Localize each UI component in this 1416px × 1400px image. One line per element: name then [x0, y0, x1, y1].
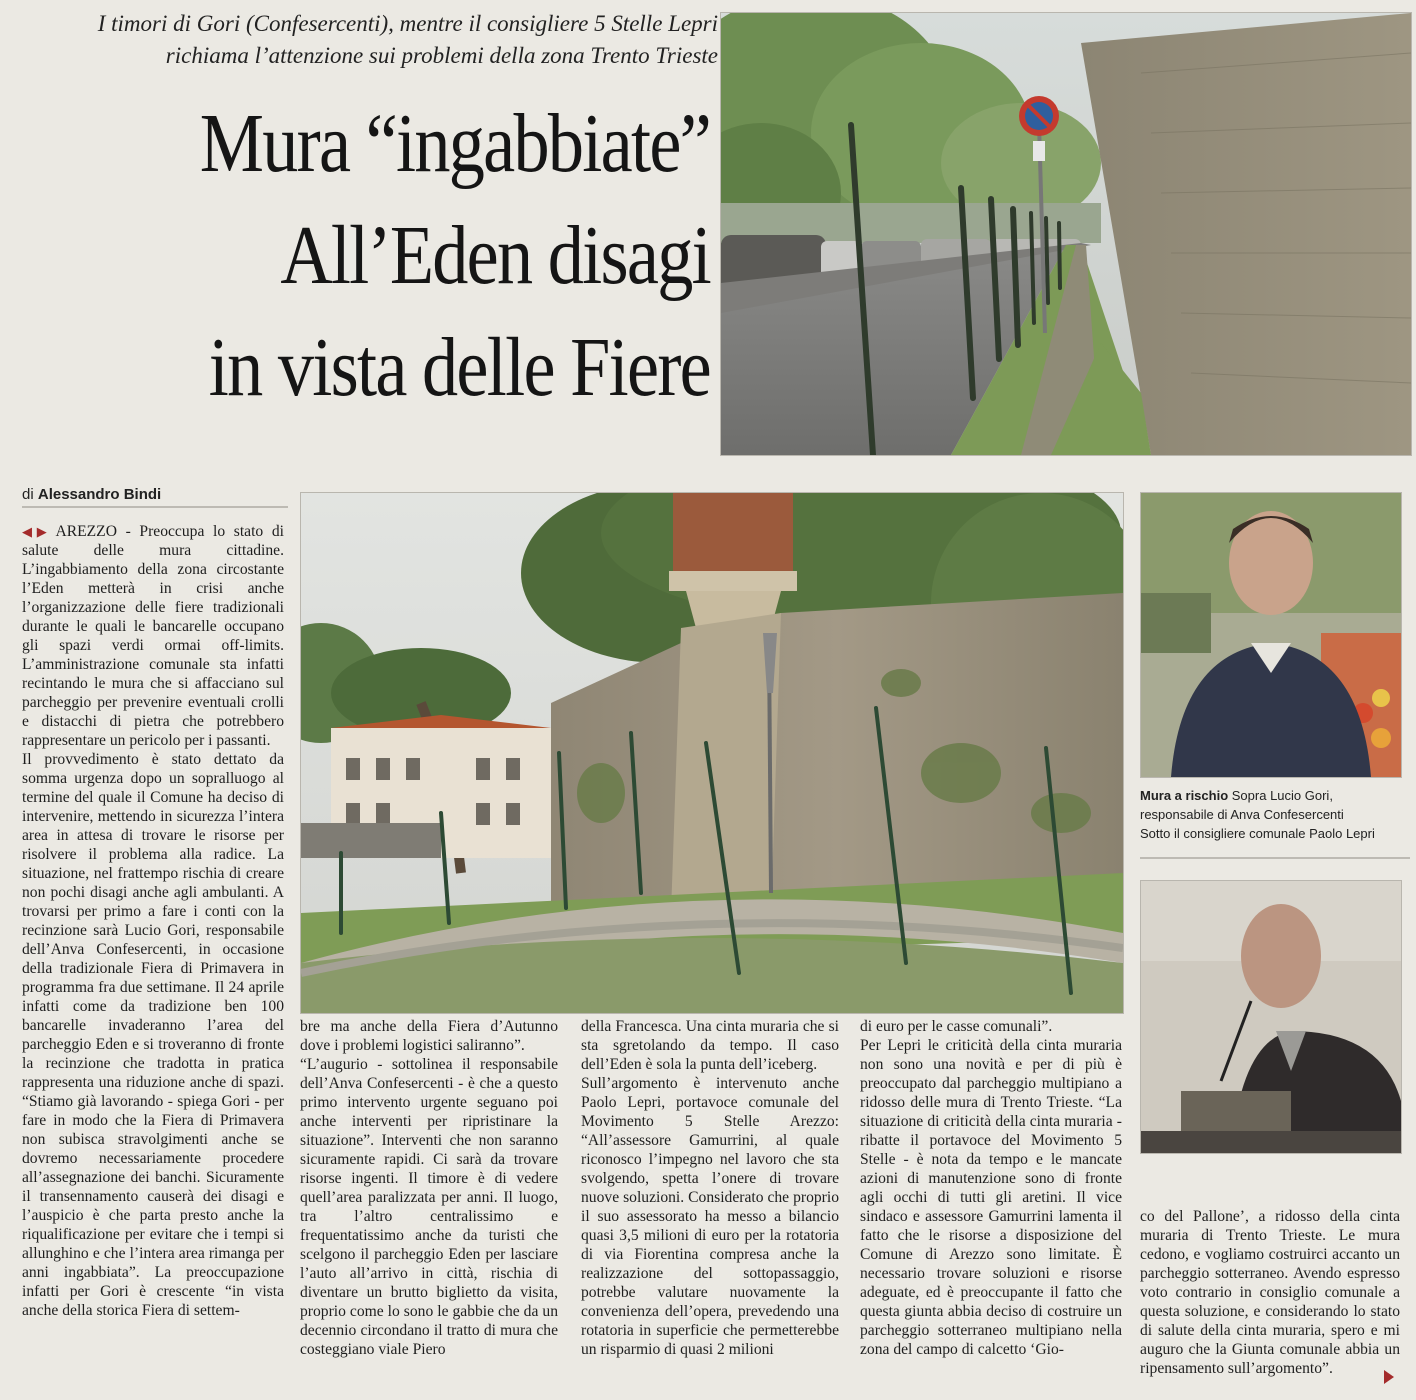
caption-line-2: responsabile di Anva Confesercenti: [1140, 807, 1344, 822]
article-column-3: [581, 1017, 839, 1394]
caption-rule: [1140, 857, 1410, 859]
article-column-2: [300, 1017, 558, 1394]
photo-lucio-gori-image: [1141, 493, 1401, 777]
photo-paolo-lepri-image: [1141, 881, 1401, 1153]
headline-line-2: All’Eden disagi: [280, 209, 710, 302]
article-col2-para-1: bre ma anche della Fiera d’Autunno dove i problemi logistici saliranno”.: [300, 1018, 558, 1054]
byline-prefix: di: [22, 486, 34, 503]
headline-line-1: Mura “ingabbiate”: [199, 97, 710, 190]
photo-parking-wall-image: [721, 13, 1411, 455]
article-col1-para-2: Il provvedimento è stato dettato da somma urgenza dopo un sopralluogo al termine del quale il Comune ha deciso di intervenire, mettendo in sicurezza l’intera area in attesa di trovare le risorse per risolvere il problema alla radice. La situazione, nel frattempo rischia di creare non pochi disagi anche agli ambulanti. A trovarsi per primo a fare i conti con la recinzione sarà Lucio Gori, responsabile dell’Anva Confesercenti, in occasione della tradizionale Fiera di Primavera in programma fra due settimane. Il 24 aprile infatti come da tradizione ben 100 bancarelle invaderanno l’area del parcheggio Eden e si troveranno di fronte la recinzione che tradotta in pratica rappresenta una riduzione anche di spazi. “Stiamo già lavorando - spiega Gori - per fare in modo che la Fiera di Primavera non subisca stravolgimenti anche se dovremo necessariamente procedere all’assegnazione dei banchi. Sicuramente il transennamento causerà dei disagi e l’auspicio è che parta presto anche la riqualificazione per evitare che i tempi si allunghino e che l’intera area rimanga per anni ingabbiata”. La preoccupazione infatti per Gori è crescente “in vista anche della storica Fiera di settem-: [22, 751, 284, 1319]
article-col5-para-1: co del Pallone’, a ridosso della cinta muraria di Trento Trieste. Le mura cedono, e vogliamo costruirci accanto un parcheggio sotterraneo. Avendo espresso voto contrario in consiglio comunale a questa soluzione, e considerando lo stato di salute della cinta muraria, spero e mi auguro che la Giunta comunale abbia un ripensamento sull’argomento”.: [1140, 1208, 1400, 1377]
end-of-article-icon: [1384, 1370, 1394, 1384]
photo-paolo-lepri: [1140, 880, 1402, 1154]
photo-lucio-gori: [1140, 492, 1402, 778]
article-col4-para-2: Per Lepri le criticità della cinta muraria non sono una novità e per di più è preoccupato dal parcheggio multipiano a ridosso delle mura di Trento Trieste. “La situazione di criticità della cinta muraria - ribatte il portavoce del Movimento 5 Stelle - è nota da tempo e le mancate azioni di manutenzione sono di fronte agli occhi di tutti gli aretini. Il vice sindaco e assessore Gamurrini lamenta il fatto che le risorse a disposizione del Comune di Arezzo sono limitate. È necessario trovare soluzioni e risorse adeguate, ed è preoccupante il fatto che questa giunta abbia deciso di costruire un parcheggio sotterraneo multipiano nella zona del campo di calcetto ‘Gio-: [860, 1037, 1122, 1358]
byline-rule: [22, 506, 288, 508]
article-column-4: [860, 1017, 1122, 1394]
caption-title: Mura a rischio: [1140, 788, 1229, 803]
headline-line-3: in vista delle Fiere: [208, 321, 710, 414]
article-col3-para-1: della Francesca. Una cinta muraria che si sta sgretolando da tempo. Il caso dell’Eden è sola la punta dell’iceberg.: [581, 1018, 839, 1073]
photo-eden-wall: [300, 492, 1124, 1014]
drop-marker-icon: ◀▶: [22, 524, 52, 539]
byline-author: Alessandro Bindi: [37, 486, 162, 503]
article-column-1: [22, 522, 284, 1394]
article-col4-para-1: di euro per le casse comunali”.: [860, 1018, 1053, 1035]
article-col2-para-2: “L’augurio - sottolinea il responsabile dell’Anva Confesercenti - è che a questo primo intervento urgente seguano poi anche interventi per ripristinare la situazione”. Interventi che non saranno sicuramente rapidi. Ci sarà da trovare risorse ingenti. Il timore è di vedere quell’area paralizzata per anni. Il luogo, tra l’altro centralissimo e frequentatissimo anche da turisti che scelgono il parcheggio Eden per lasciare l’auto all’arrivo in città, rischia di diventare un brutto biglietto da visita, proprio come lo sono le gabbie che da un decennio circondano il tratto di mura che costeggiano viale Piero: [300, 1056, 558, 1358]
photo-eden-wall-image: [301, 493, 1123, 1013]
caption-line-3: Sotto il consigliere comunale Paolo Lepri: [1140, 826, 1375, 841]
photo-caption: [1140, 786, 1410, 843]
kicker-line-2: richiama l’attenzione sui problemi della zona Trento Trieste: [165, 43, 718, 68]
article-col1-para-1: AREZZO - Preoccupa lo stato di salute delle mura cittadine. L’ingabbiamento della zona circostante l’Eden metterà in crisi anche l’organizzazione delle fiere tradizionali durante le quali le bancarelle occupano gli spazi verdi ormai off-limits. L’amministrazione comunale sta infatti recintando le mura che si affacciano sul parcheggio per prevenire eventuali crolli e distacchi di pietra che potrebbero rappresentare un pericolo per i passanti.: [22, 523, 284, 749]
byline: [22, 486, 161, 503]
article-col3-para-2: Sull’argomento è intervenuto anche Paolo Lepri, portavoce comunale del Movimento 5 Stelle Arezzo: “All’assessore Gamurrini, al quale riconosco l’impegno nel lavoro che sta svolgendo, spetta l’onere di trovare nuove soluzioni. Considerato che proprio il suo assessorato ha messo a bilancio quasi 3,5 milioni di euro per la rotatoria di via Fiorentina compresa anche la realizzazione del sottopassaggio, potrebbe valutare nuovamente la convenienza dell’opera, prevedendo una rotatoria in superficie che permetterebbe un risparmio di quasi 2 milioni: [581, 1075, 839, 1358]
kicker: [18, 8, 718, 72]
kicker-line-1: I timori di Gori (Confesercenti), mentre il consigliere 5 Stelle Lepri: [97, 11, 718, 36]
photo-parking-wall: [720, 12, 1412, 456]
headline: [108, 88, 710, 424]
caption-line-1: Sopra Lucio Gori,: [1231, 788, 1333, 803]
article-column-5: [1140, 1207, 1400, 1394]
